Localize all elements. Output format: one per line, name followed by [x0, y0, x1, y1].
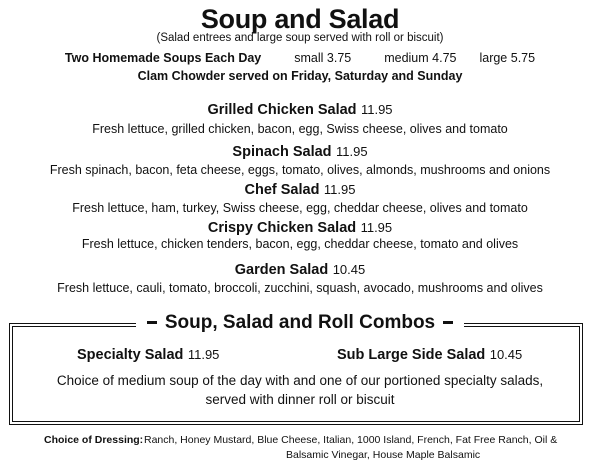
combos-title-wrap	[0, 312, 600, 334]
salad-name: Crispy Chicken Salad	[207, 220, 357, 236]
combo-price: 10.45	[489, 347, 523, 362]
salad-heading	[0, 261, 600, 279]
page-title: Soup and Salad	[200, 4, 400, 34]
salad-name: Grilled Chicken Salad	[207, 102, 357, 118]
combos-title-frame	[136, 312, 465, 334]
salad-description: Fresh lettuce, cauli, tomato, broccoli, zucchini, squash, avocado, mushrooms and olives	[57, 281, 543, 295]
combo-description	[50, 371, 550, 409]
title-rule	[443, 321, 453, 324]
soup-size-price: 3.75	[326, 51, 352, 65]
soup-size-price: 5.75	[510, 51, 536, 65]
salad-price: 11.95	[336, 144, 368, 159]
combo-desc-line: Choice of medium soup of the day with and one of our portioned specialty salads,	[56, 373, 544, 388]
soup-size-price: 4.75	[432, 51, 457, 65]
dressing-section	[44, 433, 564, 463]
page-subtitle: (Salad entrees and large soup served with roll or biscuit)	[156, 32, 444, 44]
salad-name: Spinach Salad	[232, 144, 332, 160]
salad-heading	[0, 101, 600, 119]
chowder-note: Clam Chowder served on Friday, Saturday and Sunday	[137, 69, 463, 83]
combo-desc-line: served with dinner roll or biscuit	[205, 392, 395, 407]
combos-title: Soup, Salad and Roll Combos	[164, 312, 436, 333]
dressing-options-cont: Balsamic Vinegar, House Maple Balsamic	[286, 449, 481, 461]
salad-heading	[0, 181, 600, 199]
salad-description: Fresh lettuce, ham, turkey, Swiss cheese, egg, cheddar cheese, olives and tomato	[72, 201, 528, 215]
salad-price: 11.95	[360, 102, 393, 117]
dressing-options: Ranch, Honey Mustard, Blue Cheese, Italian, 1000 Island, French, Fat Free Ranch, Oil &	[144, 434, 558, 446]
salad-price: 11.95	[323, 182, 356, 197]
soup-size-name: small	[294, 51, 324, 65]
salad-description: Fresh lettuce, grilled chicken, bacon, egg, Swiss cheese, olives and tomato	[92, 122, 508, 136]
salad-heading	[0, 143, 600, 161]
salad-name: Garden Salad	[234, 262, 329, 278]
salad-price: 11.95	[360, 220, 393, 235]
combo-price: 11.95	[187, 347, 220, 362]
soups-line	[0, 51, 600, 65]
soups-label: Two Homemade Soups Each Day	[64, 51, 262, 65]
combo-item	[77, 346, 219, 364]
combo-name: Specialty Salad	[77, 347, 184, 363]
salad-price: 10.45	[332, 262, 366, 277]
dressing-label: Choice of Dressing:	[44, 434, 144, 446]
combo-name: Sub Large Side Salad	[337, 347, 486, 363]
salad-name: Chef Salad	[244, 182, 320, 198]
combo-item	[337, 346, 522, 364]
salad-heading	[0, 219, 600, 237]
soup-size-name: large	[479, 51, 508, 65]
salad-description: Fresh lettuce, chicken tenders, bacon, egg, cheddar cheese, tomato and olives	[81, 237, 519, 251]
salad-description: Fresh spinach, bacon, feta cheese, eggs, tomato, olives, almonds, mushrooms and onions	[49, 163, 551, 177]
soup-size-name: medium	[384, 51, 429, 65]
title-rule	[147, 321, 157, 324]
